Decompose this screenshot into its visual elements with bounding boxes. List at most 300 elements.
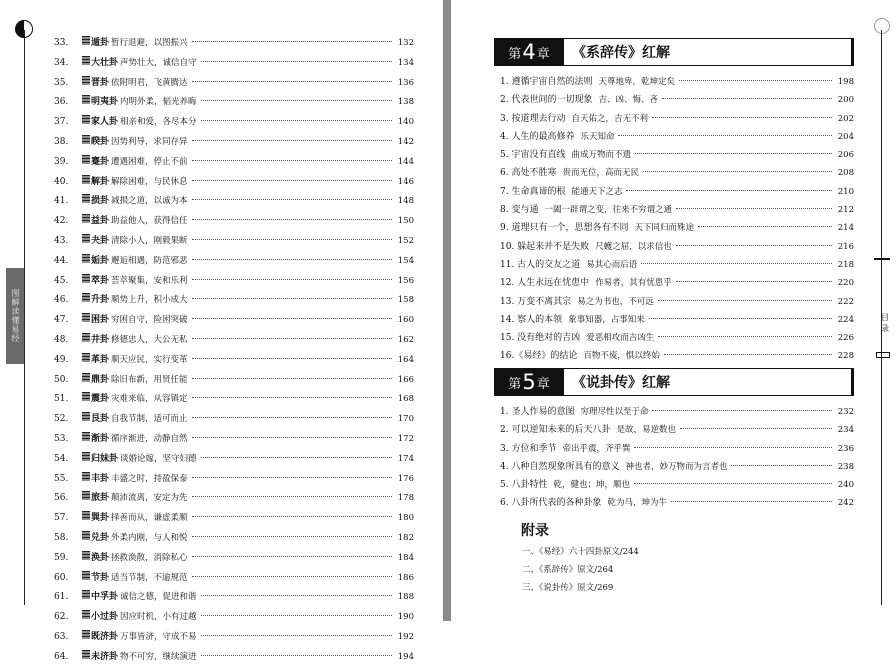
entry-title: 10. 躲起来并不是失败 <box>500 241 590 252</box>
hexagram-icon <box>82 254 90 263</box>
appendix-item[interactable]: 三、《说卦传》原文/269 <box>522 583 614 593</box>
dot-leader <box>634 483 832 484</box>
toc-entry[interactable] <box>54 510 414 530</box>
toc-entry[interactable] <box>500 441 854 459</box>
hexagram-name: 遁卦 <box>91 38 110 48</box>
entry-number: 56. <box>54 493 69 504</box>
hexagram-name: 姤卦 <box>91 255 110 266</box>
toc-entry[interactable] <box>54 35 414 55</box>
dot-leader <box>626 190 832 191</box>
hexagram-name: 解卦 <box>91 176 110 187</box>
toc-entry[interactable] <box>500 330 854 348</box>
toc-entry[interactable] <box>500 348 854 366</box>
toc-entry[interactable] <box>54 649 414 669</box>
dot-leader <box>192 556 392 557</box>
entry-number: 49. <box>54 354 69 365</box>
entry-description: 顺势上升，积小成大 <box>111 295 188 306</box>
toc-entry[interactable] <box>54 193 414 213</box>
toc-entry[interactable] <box>500 147 854 165</box>
toc-entry[interactable] <box>500 184 854 202</box>
chapter-prefix: 第 <box>508 46 522 62</box>
entry-description: 易其心而后语 <box>586 259 638 270</box>
toc-entry[interactable] <box>54 530 414 550</box>
toc-entry[interactable] <box>500 312 854 330</box>
entry-title: 16.《易经》的结论 <box>500 351 578 362</box>
entry-description: 除旧布新，用贤任能 <box>111 374 188 385</box>
page-number: 170 <box>397 414 414 425</box>
entry-description: 择善而从，谦虚柔顺 <box>111 513 188 524</box>
dot-leader <box>192 338 392 339</box>
hexagram-name: 井卦 <box>91 334 110 345</box>
entry-description: 解除困难，与民休息 <box>111 176 188 187</box>
page-number: 218 <box>837 259 854 270</box>
page-number: 184 <box>397 552 414 563</box>
entry-number: 58. <box>54 532 69 543</box>
hexagram-name: 渐卦 <box>91 433 110 444</box>
page-number: 232 <box>837 407 854 417</box>
toc-entry[interactable] <box>54 174 414 194</box>
entry-description: 穷困自守，险困突破 <box>111 315 188 326</box>
hexagram-name: 困卦 <box>91 315 110 326</box>
entry-title: 7. 生命真谛的根 <box>500 186 566 197</box>
book-gutter <box>443 0 451 621</box>
entry-title: 1. 圣人作易的意图 <box>500 407 575 417</box>
entry-number: 39. <box>54 156 69 167</box>
toc-entry[interactable] <box>54 253 414 273</box>
dot-leader <box>192 160 392 161</box>
entry-number: 47. <box>54 315 69 326</box>
chapter-title: 《说卦传》红解 <box>572 375 670 391</box>
entry-description: 吉、凶、悔、吝 <box>598 95 658 106</box>
page-number: 222 <box>837 296 854 307</box>
entry-number: 61. <box>54 592 69 603</box>
dot-leader <box>192 199 392 200</box>
dot-leader <box>192 496 392 497</box>
page-number: 188 <box>397 592 414 603</box>
hexagram-icon <box>82 36 90 45</box>
entry-description: 乾为马，坤为牛 <box>607 498 667 509</box>
toc-entry[interactable] <box>54 352 414 372</box>
page-number: 180 <box>397 513 414 524</box>
entry-number: 57. <box>54 513 69 524</box>
entry-description: 相亲和爱，各尽本分 <box>120 117 197 128</box>
entry-number: 45. <box>54 275 69 286</box>
hexagram-name: 丰卦 <box>91 473 110 484</box>
entry-description: 贵而无位，高而无民 <box>562 168 639 179</box>
entry-description: 万事皆济，守成不易 <box>120 631 197 642</box>
chapter-5-header <box>494 368 854 396</box>
entry-title: 9. 道理只有一个，思想各有不同 <box>500 223 629 234</box>
page-number: 156 <box>397 275 414 286</box>
page-number: 148 <box>397 196 414 207</box>
entry-title: 15. 没有绝对的吉凶 <box>500 333 581 344</box>
page-number: 234 <box>837 425 854 436</box>
entry-title: 4. 八种自然现象所具有的意义 <box>500 461 620 472</box>
appendix-title: 附录 <box>521 523 549 539</box>
toc-entry[interactable] <box>500 422 854 440</box>
toc-entry[interactable] <box>54 94 414 114</box>
chapter-4-list <box>500 74 854 367</box>
dot-leader <box>664 354 832 355</box>
hexagram-icon <box>82 115 90 124</box>
appendix-item[interactable]: 一、《易经》六十四卦原文/244 <box>522 547 639 557</box>
toc-entry[interactable] <box>500 294 854 312</box>
entry-description: 作易者，其有忧患乎 <box>595 278 672 289</box>
page-number: 138 <box>397 97 414 108</box>
dot-leader <box>731 465 832 466</box>
page-number: 198 <box>837 77 854 87</box>
page-number: 224 <box>837 314 854 325</box>
page-number: 164 <box>397 354 414 365</box>
toc-entry[interactable] <box>500 239 854 257</box>
entry-number: 51. <box>54 394 69 405</box>
chapter-number-box <box>494 368 564 396</box>
toc-entry[interactable] <box>54 570 414 590</box>
hexagram-name: 巽卦 <box>91 513 110 524</box>
hexagram-name: 损卦 <box>91 196 110 207</box>
dot-leader <box>192 516 392 517</box>
page-number: 238 <box>837 461 854 472</box>
dot-leader <box>643 171 832 172</box>
entry-title: 3. 按道理去行动 <box>500 113 566 124</box>
page-number: 216 <box>837 241 854 252</box>
entry-description: 谈婚论嫁，坚守妇德 <box>120 453 197 464</box>
dot-leader <box>192 140 392 141</box>
dot-leader <box>671 501 832 502</box>
entry-description: 物不可穷，继续演进 <box>120 651 197 662</box>
hexagram-name: 归妹卦 <box>91 453 119 464</box>
hexagram-name: 兑卦 <box>91 532 110 543</box>
toc-entry[interactable] <box>54 431 414 451</box>
dot-leader <box>652 410 832 411</box>
dot-leader <box>192 279 392 280</box>
page-number: 182 <box>397 532 414 543</box>
entry-description: 易之为书也，不可远 <box>577 296 654 307</box>
page-number: 214 <box>837 223 854 234</box>
entry-number: 62. <box>54 612 69 623</box>
page-number: 202 <box>837 113 854 124</box>
margin-rule <box>24 30 25 605</box>
hexagram-icon <box>82 373 90 382</box>
hexagram-icon <box>82 95 90 104</box>
hexagram-icon <box>82 333 90 342</box>
entry-number: 35. <box>54 77 69 88</box>
page-number: 132 <box>397 38 414 48</box>
dot-leader <box>635 153 832 154</box>
toc-entry[interactable] <box>54 114 414 134</box>
page-number: 152 <box>397 235 414 246</box>
hexagram-icon <box>82 135 90 144</box>
page-number: 194 <box>397 651 414 662</box>
toc-entry[interactable] <box>54 233 414 253</box>
hexagram-icon <box>82 56 90 65</box>
toc-entry[interactable] <box>54 411 414 431</box>
toc-entry[interactable] <box>54 154 414 174</box>
hexagram-icon <box>82 175 90 184</box>
hexagram-name: 革卦 <box>91 354 110 365</box>
entry-title: 11. 古人的交友之道 <box>500 259 581 270</box>
toc-entry[interactable] <box>54 550 414 570</box>
chapter-number: 5 <box>522 370 536 394</box>
dot-leader <box>192 219 392 220</box>
toc-entry[interactable] <box>500 111 854 129</box>
page-number: 142 <box>397 136 414 147</box>
entry-description: 减损之道，以诚为本 <box>111 196 188 207</box>
hexagram-name: 节卦 <box>91 572 110 583</box>
hexagram-name: 中孚卦 <box>91 592 119 603</box>
toc-entry[interactable] <box>500 92 854 110</box>
entry-number: 53. <box>54 433 69 444</box>
toc-entry[interactable] <box>54 312 414 332</box>
entry-title: 14. 察人的本领 <box>500 314 563 325</box>
entry-description: 拯救涣散，消除私心 <box>111 552 188 563</box>
dot-leader <box>201 120 392 121</box>
toc-entry[interactable] <box>500 257 854 275</box>
entry-description: 助益他人，获得信任 <box>111 216 188 227</box>
page-number: 160 <box>397 315 414 326</box>
page-number: 220 <box>837 278 854 289</box>
hexagram-name: 夬卦 <box>91 235 110 246</box>
dot-leader <box>201 100 392 101</box>
dot-leader <box>201 655 392 656</box>
entry-description: 适当节制，不逾规范 <box>111 572 188 583</box>
entry-description: 依附明君，飞黄腾达 <box>111 77 188 88</box>
toc-entry[interactable] <box>500 165 854 183</box>
entry-title: 13. 万变不离其宗 <box>500 296 572 307</box>
dot-leader <box>201 457 392 458</box>
entry-number: 41. <box>54 196 69 207</box>
hexagram-name: 明夷卦 <box>91 97 119 108</box>
dot-leader <box>192 180 392 181</box>
entry-description: 邂逅相遇，防范邪恶 <box>111 255 188 266</box>
entry-description: 象事知器，占事知来 <box>568 314 645 325</box>
entry-number: 40. <box>54 176 69 187</box>
right-page <box>451 0 896 621</box>
toc-list-left <box>54 35 414 669</box>
entry-description: 荟萃聚集，安和乐利 <box>111 275 188 286</box>
toc-entry[interactable] <box>500 129 854 147</box>
entry-number: 60. <box>54 572 69 583</box>
dot-leader <box>192 318 392 319</box>
page-number: 162 <box>397 334 414 345</box>
hexagram-icon <box>82 155 90 164</box>
toc-entry[interactable] <box>500 477 854 495</box>
dot-leader <box>652 117 832 118</box>
page-number: 146 <box>397 176 414 187</box>
hexagram-icon <box>82 214 90 223</box>
entry-description: 清除小人，刚毅果断 <box>111 235 188 246</box>
entry-description: 颠沛流离，安定为先 <box>111 493 188 504</box>
entry-description: 一阖一辟谓之变，往来不穷谓之通 <box>544 205 672 216</box>
toc-entry[interactable] <box>54 490 414 510</box>
hexagram-name: 小过卦 <box>91 612 119 623</box>
page-number: 140 <box>397 117 414 128</box>
page-number: 228 <box>837 351 854 362</box>
dot-leader <box>201 61 392 62</box>
hexagram-icon <box>82 353 90 362</box>
entry-description: 因应时机，小有过越 <box>120 612 197 623</box>
hexagram-name: 益卦 <box>91 216 110 227</box>
entry-title: 8. 变与通 <box>500 205 539 216</box>
dot-leader <box>679 80 832 81</box>
toc-entry[interactable] <box>54 589 414 609</box>
entry-description: 顺天应民，实行变革 <box>111 354 188 365</box>
hexagram-name: 家人卦 <box>91 117 119 128</box>
dot-leader <box>680 428 832 429</box>
entry-number: 54. <box>54 453 69 464</box>
hexagram-icon <box>82 551 90 560</box>
entry-number: 44. <box>54 255 69 266</box>
page-number: 134 <box>397 57 414 68</box>
toc-entry[interactable] <box>54 629 414 649</box>
hexagram-name: 晋卦 <box>91 77 110 88</box>
entry-number: 33. <box>54 38 69 48</box>
dot-leader <box>192 536 392 537</box>
dot-leader <box>662 98 832 99</box>
hexagram-name: 大壮卦 <box>91 57 119 68</box>
hexagram-icon <box>82 76 90 85</box>
entry-number: 43. <box>54 235 69 246</box>
chapter-5-list <box>500 404 854 514</box>
page-number: 240 <box>837 480 854 491</box>
chapter-prefix: 第 <box>508 376 522 392</box>
dot-leader <box>201 595 392 596</box>
entry-description: 爱恶相攻而吉凶生 <box>586 333 655 344</box>
toc-entry[interactable] <box>54 391 414 411</box>
page-number: 178 <box>397 493 414 504</box>
entry-number: 52. <box>54 414 69 425</box>
hexagram-name: 震卦 <box>91 394 110 405</box>
entry-description: 自我节制，适可而止 <box>111 414 188 425</box>
toc-entry[interactable] <box>500 404 854 422</box>
hexagram-name: 萃卦 <box>91 275 110 286</box>
entry-description: 神也者，妙万物而为言者也 <box>625 461 728 472</box>
chapter-4-header <box>494 38 854 66</box>
page-number: 172 <box>397 433 414 444</box>
hexagram-icon <box>82 274 90 283</box>
sun-icon <box>874 18 890 34</box>
dot-leader <box>192 41 392 42</box>
dot-leader <box>192 259 392 260</box>
toc-entry[interactable] <box>54 451 414 471</box>
toc-entry[interactable] <box>54 134 414 154</box>
hexagram-name: 涣卦 <box>91 552 110 563</box>
hexagram-icon <box>82 452 90 461</box>
side-tab: 图解读懂易经 <box>6 268 24 364</box>
entry-description: 自天佑之，吉无不利 <box>571 113 648 124</box>
toc-entry[interactable] <box>500 459 854 477</box>
toc-entry[interactable] <box>54 213 414 233</box>
hexagram-icon <box>82 194 90 203</box>
page-number: 150 <box>397 216 414 227</box>
page-number: 158 <box>397 295 414 306</box>
dot-leader <box>698 226 832 227</box>
page-number: 208 <box>837 168 854 179</box>
dot-leader <box>201 635 392 636</box>
entry-number: 46. <box>54 295 69 306</box>
entry-title: 1. 遵循宇宙自然的法则 <box>500 77 593 87</box>
toc-entry[interactable] <box>500 202 854 220</box>
dot-leader <box>192 378 392 379</box>
hexagram-icon <box>82 571 90 580</box>
hexagram-icon <box>82 650 90 659</box>
toc-entry[interactable] <box>54 332 414 352</box>
entry-title: 6. 高处不胜寒 <box>500 168 557 179</box>
entry-number: 36. <box>54 97 69 108</box>
page-number: 236 <box>837 443 854 454</box>
side-label: 目录 <box>881 313 889 333</box>
toc-entry[interactable] <box>54 273 414 293</box>
margin-marker <box>874 258 890 260</box>
entry-number: 38. <box>54 136 69 147</box>
toc-entry[interactable] <box>500 275 854 293</box>
hexagram-icon <box>82 491 90 500</box>
page-number: 174 <box>397 453 414 464</box>
hexagram-icon <box>82 511 90 520</box>
entry-description: 乾，健也；坤，顺也 <box>553 480 630 491</box>
toc-entry[interactable] <box>500 495 854 513</box>
entry-description: 能通天下之志 <box>571 186 623 197</box>
dot-leader <box>676 281 832 282</box>
dot-leader <box>192 298 392 299</box>
chapter-number-box <box>494 38 564 66</box>
page-number: 168 <box>397 394 414 405</box>
hexagram-name: 睽卦 <box>91 136 110 147</box>
entry-description: 内明外柔，韬光养晦 <box>120 97 197 108</box>
toc-entry[interactable] <box>54 609 414 629</box>
dot-leader <box>192 81 392 82</box>
hexagram-icon <box>82 313 90 322</box>
dot-leader <box>676 245 832 246</box>
entry-title: 4. 人生的最高修养 <box>500 131 575 142</box>
entry-description: 尺蠖之屈，以求信也 <box>595 241 672 252</box>
page-number: 136 <box>397 77 414 88</box>
entry-number: 48. <box>54 334 69 345</box>
entry-title: 6. 八卦所代表的各种卦象 <box>500 498 602 509</box>
hexagram-icon <box>82 531 90 540</box>
entry-title: 3. 方位和季节 <box>500 443 557 454</box>
dot-leader <box>634 447 832 448</box>
toc-entry[interactable] <box>54 372 414 392</box>
toc-entry[interactable] <box>54 471 414 491</box>
entry-description: 遭遇困难，停止不前 <box>111 156 188 167</box>
page-number: 190 <box>397 612 414 623</box>
toc-entry[interactable] <box>500 220 854 238</box>
toc-entry[interactable] <box>54 55 414 75</box>
chapter-suffix: 章 <box>536 376 550 392</box>
page-number: 200 <box>837 95 854 106</box>
page-number: 210 <box>837 186 854 197</box>
toc-entry[interactable] <box>500 74 854 92</box>
toc-entry[interactable] <box>54 75 414 95</box>
dot-leader <box>658 300 832 301</box>
dot-leader <box>649 318 832 319</box>
page-number: 204 <box>837 131 854 142</box>
entry-description: 诚信之德，促进和谐 <box>120 592 197 603</box>
chapter-number: 4 <box>522 40 536 64</box>
entry-description: 是故，易逆数也 <box>616 425 676 436</box>
toc-entry[interactable] <box>54 292 414 312</box>
hexagram-name: 既济卦 <box>91 631 119 642</box>
hexagram-name: 升卦 <box>91 295 110 306</box>
dot-leader <box>641 263 832 264</box>
appendix-item[interactable]: 二、《系辞传》原文/264 <box>522 565 614 575</box>
entry-description: 天尊地卑，乾坤定矣 <box>598 77 675 87</box>
hexagram-icon <box>82 610 90 619</box>
hexagram-name: 未济卦 <box>91 651 119 662</box>
entry-title: 12. 人生永远在忧患中 <box>500 278 590 289</box>
entry-description: 灾难来临，从容镇定 <box>111 394 188 405</box>
